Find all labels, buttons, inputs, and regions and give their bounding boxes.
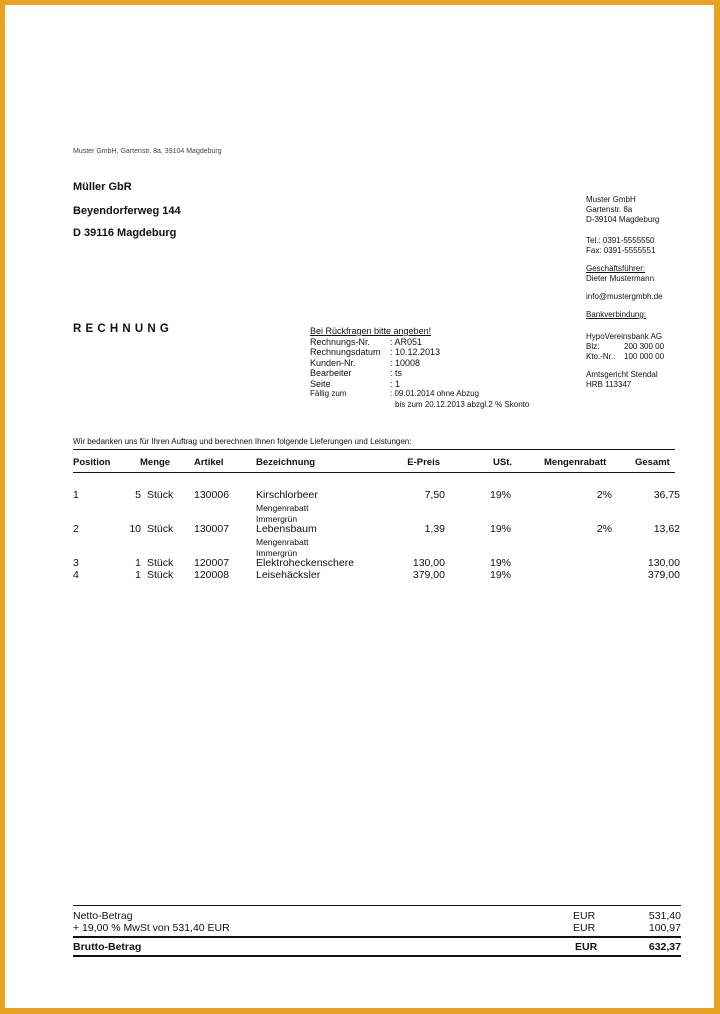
brutto-currency: EUR <box>575 941 598 953</box>
cell-rabatt: 2% <box>596 523 612 535</box>
company-bank-name: HypoVereinsbank AG <box>586 332 663 341</box>
meta-row <box>310 379 529 390</box>
table-top-rule <box>73 449 675 450</box>
netto-currency: EUR <box>573 910 596 922</box>
cell-artikel: 130007 <box>194 523 230 535</box>
meta-row <box>310 347 529 358</box>
cell-gesamt: 36,75 <box>653 489 680 501</box>
cell-gesamt: 13,62 <box>653 523 680 535</box>
cell-subtext: Immergrün <box>256 514 298 524</box>
mwst-currency: EUR <box>573 922 596 934</box>
cell-epreis: 1,39 <box>424 523 445 535</box>
cell-artikel: 130006 <box>194 489 230 501</box>
company-blz-label: Blz: <box>586 342 600 351</box>
cell-gesamt: 379,00 <box>647 569 680 581</box>
recipient-name: Müller GbR <box>73 181 132 193</box>
cell-unit: Stück <box>147 569 174 581</box>
brutto-label: Brutto-Betrag <box>73 941 142 953</box>
cell-ust: 19% <box>490 557 512 569</box>
cell-qty: 5 <box>135 489 141 501</box>
meta-row <box>310 368 529 379</box>
company-city: D-39104 Magdeburg <box>586 215 660 224</box>
cell-position: 1 <box>73 489 79 501</box>
company-email: info@mustergmbh.de <box>586 292 663 301</box>
meta-value: : 10008 <box>390 357 421 368</box>
meta-label: Kunden-Nr. <box>310 357 356 368</box>
recipient-street: Beyendorferweg 144 <box>73 205 181 217</box>
netto-value: 531,40 <box>648 910 681 922</box>
cell-artikel: 120008 <box>194 569 230 581</box>
totals-top-rule <box>73 905 681 906</box>
company-gf-name: Dieter Mustermann <box>586 274 655 283</box>
col-menge: Menge <box>140 457 171 468</box>
cell-unit: Stück <box>147 557 174 569</box>
cell-position: 4 <box>73 569 79 581</box>
col-ust: USt. <box>493 457 512 468</box>
col-mengenrabatt: Mengenrabatt <box>544 457 607 468</box>
recipient-city: D 39116 Magdeburg <box>73 227 177 239</box>
cell-epreis: 130,00 <box>412 557 445 569</box>
cell-ust: 19% <box>490 489 512 501</box>
cell-position: 3 <box>73 557 79 569</box>
meta-value: : 1 <box>390 378 401 389</box>
meta-label: Bearbeiter <box>310 368 352 378</box>
col-epreis: E-Preis <box>407 457 440 468</box>
cell-qty: 1 <box>135 569 141 581</box>
document-title: RECHNUNG <box>73 323 174 335</box>
meta-label: Rechnungs-Nr. <box>310 336 371 347</box>
meta-value: : 10.12.2013 <box>390 347 441 357</box>
meta-value: : 09.01.2014 ohne Abzug <box>390 389 479 398</box>
company-gf-label: Geschäftsführer: <box>586 264 646 273</box>
mwst-value: 100,97 <box>648 922 681 934</box>
company-kto-label: Kto.-Nr.: <box>586 352 616 361</box>
company-court: Amtsgericht Stendal <box>586 370 658 379</box>
totals-bottom-rule <box>73 955 681 957</box>
company-kto-row <box>586 352 663 362</box>
meta-row <box>310 389 529 400</box>
company-street: Gartenstr. 8a <box>586 205 633 214</box>
cell-ust: 19% <box>490 523 512 535</box>
meta-label: Fällig zum <box>310 389 347 398</box>
company-hrb: HRB 113347 <box>586 380 632 389</box>
brutto-value: 632,37 <box>648 941 681 953</box>
cell-epreis: 379,00 <box>412 569 445 581</box>
cell-subtext: Mengenrabatt <box>256 503 309 513</box>
sender-line: Muster GmbH, Gartenstr. 8a, 39104 Magdeburg <box>73 148 222 155</box>
table-header-rule <box>73 472 675 473</box>
cell-bezeichnung: Leisehäcksler <box>256 569 321 581</box>
cell-bezeichnung: Lebensbaum <box>256 523 317 535</box>
cell-unit: Stück <box>147 523 174 535</box>
intro-text: Wir bedanken uns für Ihren Auftrag und berechnen Ihnen folgende Lieferungen und Leistungen: <box>73 437 412 446</box>
company-fax: Fax: 0391-5555551 <box>586 246 656 255</box>
meta-heading: Bei Rückfragen bitte angeben! <box>310 326 432 336</box>
cell-epreis: 7,50 <box>424 489 445 501</box>
cell-subtext: Mengenrabatt <box>256 537 309 547</box>
mwst-label: + 19,00 % MwSt von 531,40 EUR <box>73 922 230 934</box>
col-bezeichnung: Bezeichnung <box>256 457 316 468</box>
cell-ust: 19% <box>490 569 512 581</box>
netto-label: Netto-Betrag <box>73 910 133 922</box>
meta-label: Rechnungsdatum <box>310 347 381 357</box>
cell-bezeichnung: Kirschlorbeer <box>256 489 318 501</box>
invoice-page <box>5 5 714 1008</box>
company-blz-value: 200 300 00 <box>624 342 665 351</box>
cell-unit: Stück <box>147 489 174 501</box>
meta-skonto: bis zum 20.12.2013 abzgl.2 % Skonto <box>395 399 530 409</box>
company-bank-label: Bankverbindung: <box>586 310 647 319</box>
meta-row <box>310 337 529 348</box>
company-kto-value: 100 000 00 <box>624 352 665 361</box>
cell-position: 2 <box>73 523 79 535</box>
cell-artikel: 120007 <box>194 557 230 569</box>
col-gesamt: Gesamt <box>635 457 670 468</box>
company-tel: Tel.: 0391-5555550 <box>586 236 655 245</box>
cell-bezeichnung: Elektroheckenschere <box>256 557 355 569</box>
totals-mid-rule <box>73 936 681 938</box>
meta-row <box>310 358 529 369</box>
meta-label: Seite <box>310 378 331 389</box>
company-name: Muster GmbH <box>586 195 636 204</box>
col-artikel: Artikel <box>194 457 224 468</box>
col-position: Position <box>73 457 111 468</box>
cell-qty: 1 <box>135 557 141 569</box>
meta-value: : ts <box>390 368 403 378</box>
cell-qty: 10 <box>129 523 141 535</box>
meta-value: : AR051 <box>390 336 423 347</box>
cell-subtext: Immergrün <box>256 548 298 558</box>
cell-rabatt: 2% <box>596 489 612 501</box>
company-block <box>586 195 663 390</box>
invoice-meta <box>310 326 529 410</box>
cell-gesamt: 130,00 <box>647 557 680 569</box>
company-blz-row <box>586 342 663 352</box>
